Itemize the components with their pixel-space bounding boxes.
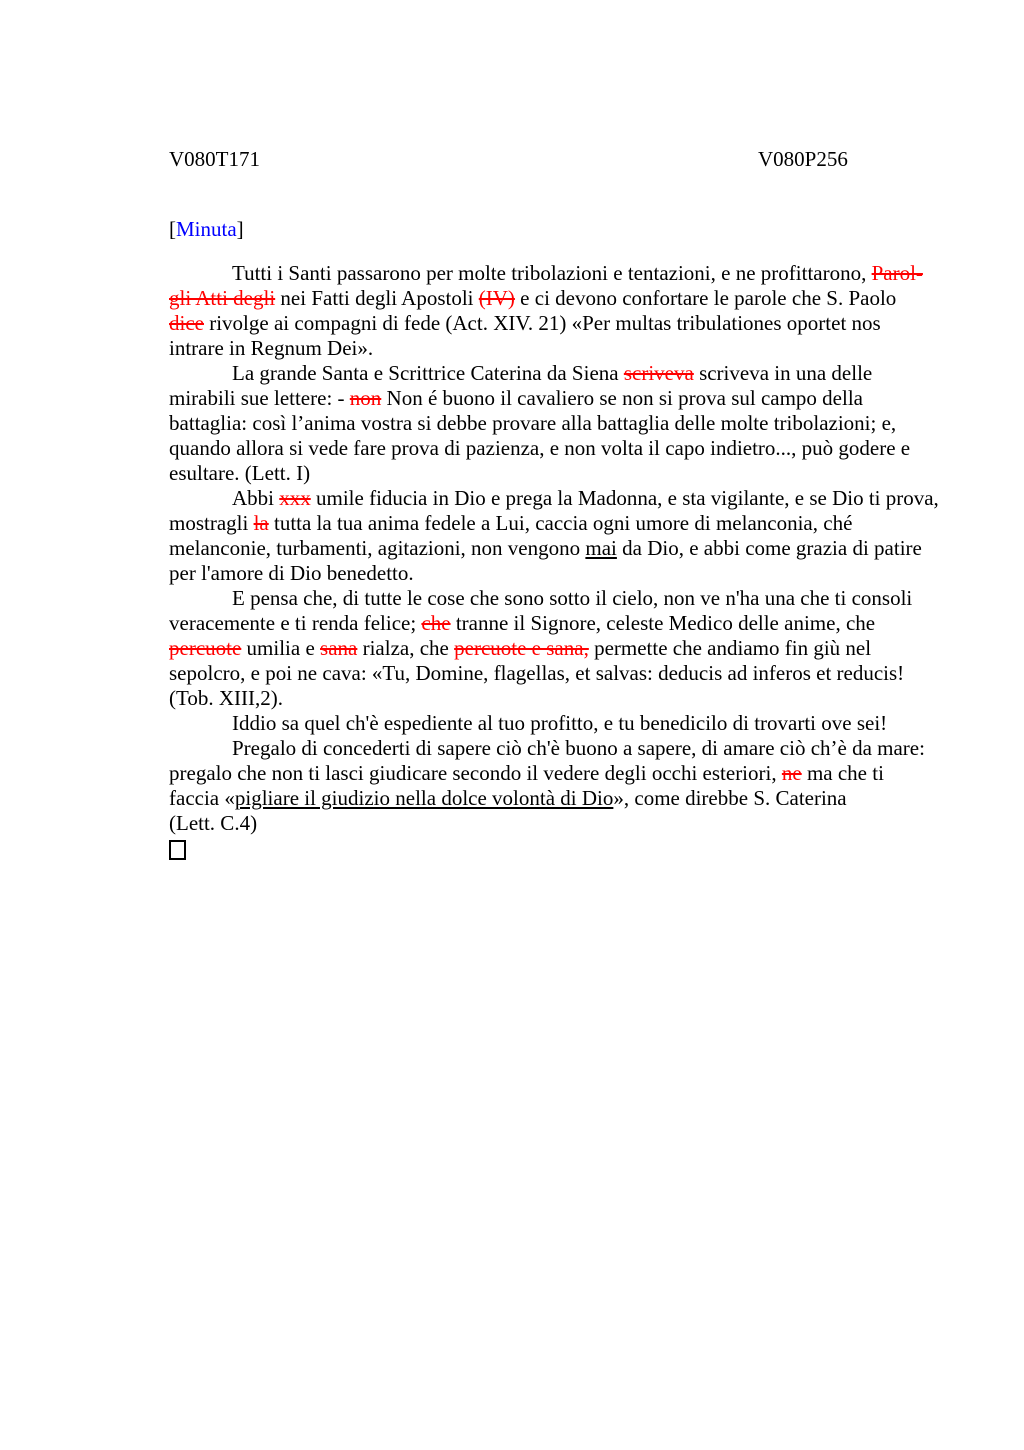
paragraph-4-line-2 bbox=[169, 611, 949, 636]
text-segment: tutta la tua anima fedele a Lui, caccia ogni umore di melanconia, ché bbox=[268, 511, 853, 535]
deleted-text: che bbox=[421, 611, 451, 635]
text-segment: (Lett. C.4) bbox=[169, 811, 258, 835]
minuta-line bbox=[169, 217, 244, 242]
paragraph-4-line-5 bbox=[169, 686, 949, 711]
paragraph-6-line-2 bbox=[169, 761, 949, 786]
text-segment: veracemente e ti renda felice; bbox=[169, 611, 422, 635]
paragraph-3-line-1 bbox=[169, 486, 949, 511]
paragraph-5-line-1 bbox=[169, 711, 949, 736]
paragraph-3-line-2 bbox=[169, 511, 949, 536]
text-segment: (Tob. XIII,2). bbox=[169, 686, 283, 710]
deleted-text: non bbox=[349, 386, 382, 410]
deleted-text: gli Atti degli bbox=[169, 286, 276, 310]
paragraph-3-line-3 bbox=[169, 536, 949, 561]
header-code-right: V080P256 bbox=[758, 147, 848, 171]
paragraph-1-line-1 bbox=[169, 261, 949, 286]
paragraph-1-line-3 bbox=[169, 311, 949, 336]
text-segment: intrare in Regnum Dei». bbox=[169, 336, 374, 360]
paragraph-4-line-1 bbox=[169, 586, 949, 611]
text-segment: pregalo che non ti lasci giudicare secondo il vedere degli occhi esteriori, bbox=[169, 761, 782, 785]
paragraph-4-line-4 bbox=[169, 661, 949, 686]
text-segment: nei Fatti degli Apostoli bbox=[275, 286, 479, 310]
text-segment: faccia « bbox=[169, 786, 235, 810]
deleted-text: dice bbox=[169, 311, 204, 335]
underlined-text: pigliare il giudizio nella dolce volontà di Dio bbox=[234, 786, 614, 810]
deleted-text: scriveva bbox=[623, 361, 694, 385]
paragraph-6-line-4 bbox=[169, 811, 949, 836]
paragraph-3-line-4 bbox=[169, 561, 949, 586]
deleted-text: sana bbox=[320, 636, 358, 660]
minuta-close-bracket: ] bbox=[236, 217, 244, 241]
text-segment: rialza, che bbox=[357, 636, 455, 660]
paragraph-6-line-3 bbox=[169, 786, 949, 811]
text-segment: Tutti i Santi passarono per molte tribolazioni e tentazioni, e ne profittarono, bbox=[232, 261, 872, 285]
minuta-open-bracket: [ bbox=[169, 217, 176, 241]
deleted-text: percuote bbox=[169, 636, 242, 660]
text-segment: Abbi bbox=[232, 486, 280, 510]
text-segment: battaglia: così l’anima vostra si debbe provare alla battaglia delle molte tribolazioni; e, bbox=[169, 411, 897, 435]
deleted-text: xxx bbox=[279, 486, 311, 510]
text-segment: umile fiducia in Dio e prega la Madonna, e sta vigilante, e se Dio ti prova, bbox=[310, 486, 939, 510]
deleted-text: (IV) bbox=[478, 286, 515, 310]
text-segment: sepolcro, e poi ne cava: «Tu, Domine, flagellas, et salvas: deducis ad inferos et reducis! bbox=[169, 661, 905, 685]
paragraph-2-line-1 bbox=[169, 361, 949, 386]
paragraph-2-line-2 bbox=[169, 386, 949, 411]
empty-square-mark bbox=[169, 840, 186, 860]
minuta-link[interactable]: Minuta bbox=[176, 217, 237, 241]
deleted-text: la bbox=[253, 511, 269, 535]
text-segment: quando allora si vede fare prova di pazienza, e non volta il capo indietro..., può godere e bbox=[169, 436, 911, 460]
document-body bbox=[169, 261, 949, 861]
text-segment: E pensa che, di tutte le cose che sono sotto il cielo, non ve n'ha una che ti consoli bbox=[232, 586, 913, 610]
deleted-text: Parol- bbox=[871, 261, 923, 285]
text-segment: melanconie, turbamenti, agitazioni, non vengono bbox=[169, 536, 586, 560]
text-segment: rivolge ai compagni di fede (Act. XIV. 21) «Per multas tribulationes oportet nos bbox=[203, 311, 881, 335]
paragraph-2-line-5 bbox=[169, 461, 949, 486]
text-segment: mirabili sue lettere: - bbox=[169, 386, 350, 410]
text-segment: esultare. (Lett. I) bbox=[169, 461, 311, 485]
text-segment: e ci devono confortare le parole che S. Paolo bbox=[514, 286, 897, 310]
paragraph-2-line-3 bbox=[169, 411, 949, 436]
text-segment: tranne il Signore, celeste Medico delle anime, che bbox=[450, 611, 876, 635]
paragraph-6-line-1 bbox=[169, 736, 949, 761]
text-segment: La grande Santa e Scrittrice Caterina da Siena bbox=[232, 361, 624, 385]
end-of-text-line bbox=[169, 836, 949, 861]
underlined-text: mai bbox=[585, 536, 617, 560]
text-segment: ma che ti bbox=[801, 761, 884, 785]
text-segment: mostragli bbox=[169, 511, 254, 535]
text-segment: da Dio, e abbi come grazia di patire bbox=[616, 536, 922, 560]
paragraph-1-line-4 bbox=[169, 336, 949, 361]
text-segment: scriveva in una delle bbox=[693, 361, 873, 385]
text-segment: », come direbbe S. Caterina bbox=[613, 786, 847, 810]
paragraph-1-line-2 bbox=[169, 286, 949, 311]
text-segment: Non é buono il cavaliero se non si prova sul campo della bbox=[381, 386, 863, 410]
deleted-text: ne bbox=[781, 761, 802, 785]
text-segment: permette che andiamo fin giù nel bbox=[588, 636, 872, 660]
paragraph-4-line-3 bbox=[169, 636, 949, 661]
text-segment: per l'amore di Dio benedetto. bbox=[169, 561, 414, 585]
header-code-left: V080T171 bbox=[169, 147, 260, 171]
text-segment: umilia e bbox=[241, 636, 321, 660]
text-segment: Pregalo di concederti di sapere ciò ch'è buono a sapere, di amare ciò ch’è da mare: bbox=[232, 736, 925, 760]
deleted-text: percuote e sana, bbox=[454, 636, 589, 660]
paragraph-2-line-4 bbox=[169, 436, 949, 461]
text-segment: Iddio sa quel ch'è espediente al tuo profitto, e tu benedicilo di trovarti ove sei! bbox=[232, 711, 888, 735]
